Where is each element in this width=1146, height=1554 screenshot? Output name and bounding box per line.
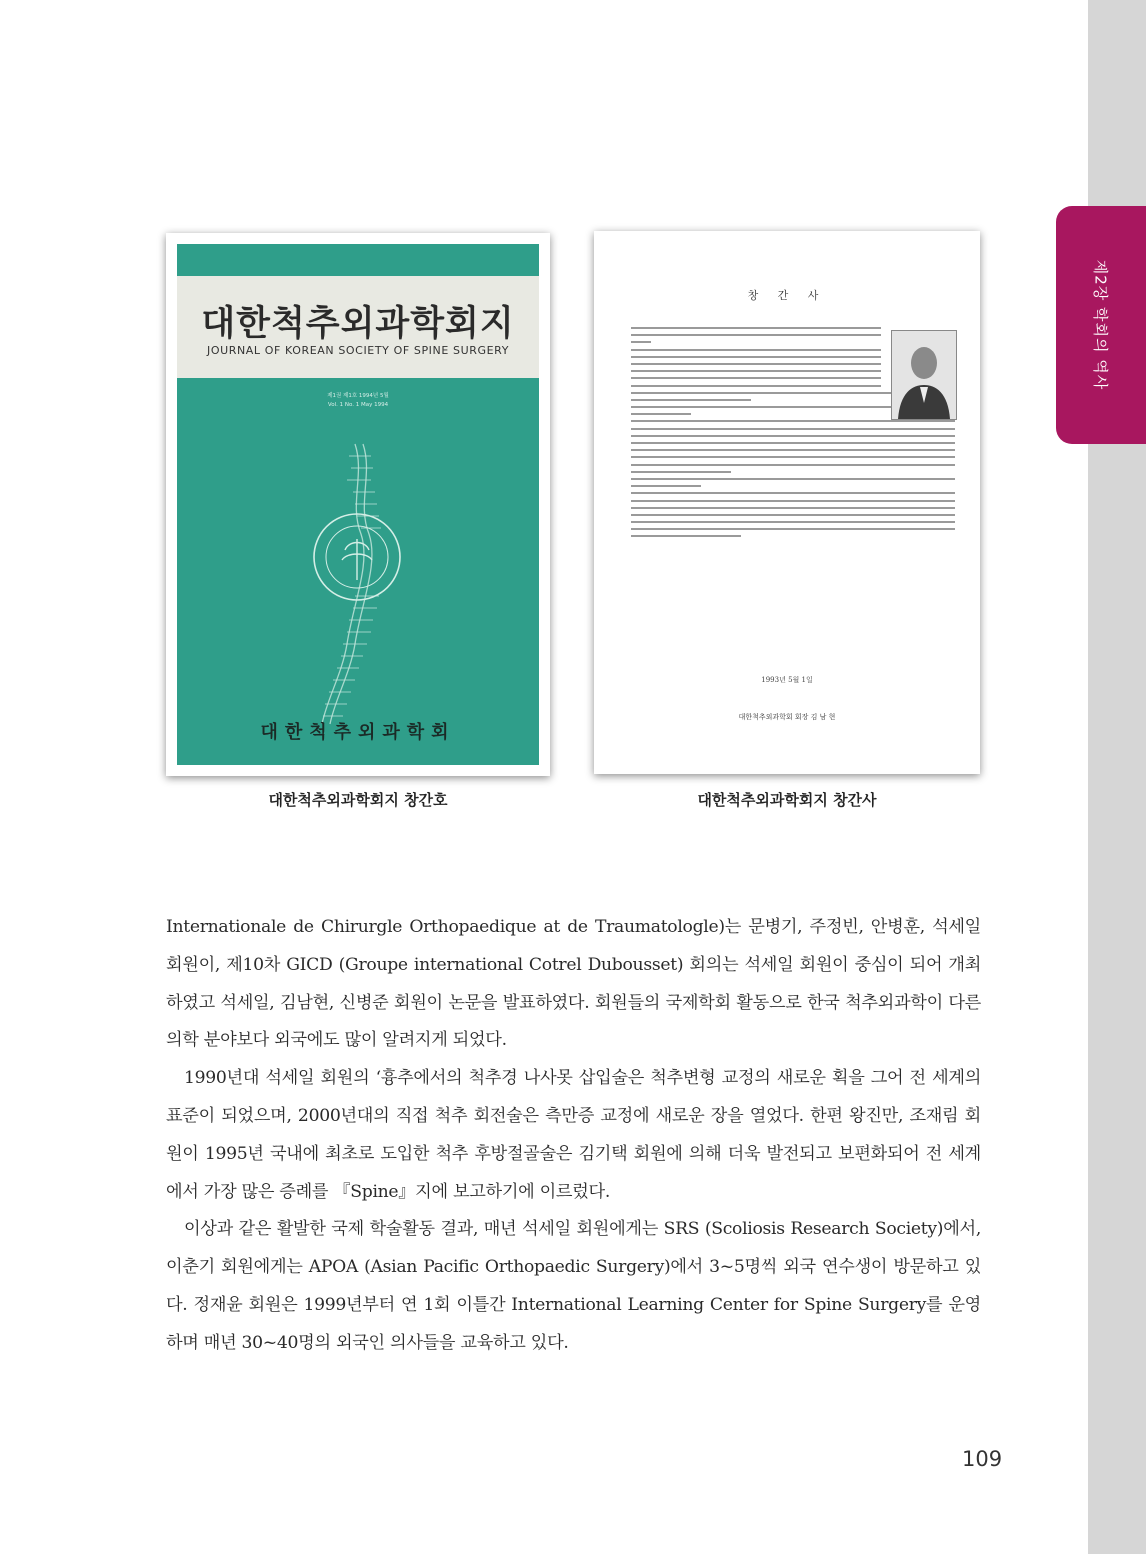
cover-title: 대한척추외과학회지 [201,304,515,344]
spine-illustration [177,244,539,765]
cover-volume-ko: 제1권 제1호 1994년 5월 [327,393,389,399]
body-text [166,909,981,1363]
body-paragraph: Internationale de Chirurgle Orthopaedique at de Traumatologle)는 문병기, 주정빈, 안병훈, 석세일 회원이, 제10차 GICD (Groupe international Cotrel Dubousset) 회의는 석세일 회원이 중심이 되어 개최하였고 석세일, 김남현, 신병준 회원이 논문을 발표하였다. 회원들의 국제학회 활동으로 한국 척추외과학이 다른 의학 분야보다 외국에도 많이 알려지게 되었다. [166,917,981,1051]
president-portrait [891,330,957,420]
cover-caption: 대한척추외과학회지 창간호 [268,791,448,809]
chapter-tab[interactable] [1056,206,1146,444]
preface-page [594,231,980,774]
cover-publisher: 대한척추외과학회 [260,722,456,743]
journal-cover-figure [166,233,550,776]
page-number: 109 [962,1447,1003,1471]
cover-volume-en: Vol. 1 No. 1 May 1994 [327,402,389,408]
preface-figure [594,231,980,774]
chapter-tab-label: 제2장 학회의 역사 [1091,259,1110,391]
preface-caption: 대한척추외과학회지 창간사 [697,791,877,809]
body-paragraph: 1990년대 석세일 회원의 ‘흉추에서의 척추경 나사못 삽입술은 척추변형 교정의 새로운 획을 그어 전 세계의 표준이 되었으며, 2000년대의 직접 척추 회전술은 측만증 교정에 새로운 장을 열었다. 한편 왕진만, 조재림 회원이 1995년 국내에 최초로 도입한 척추 후방절골술은 김기택 회원에 의해 더욱 발전되고 보편화되어 전 세계에서 가장 많은 증례를 『Spine』지에 보고하기에 이르렀다. [166,1068,981,1202]
preface-date: 1993년 5월 1일 [761,676,813,684]
preface-signature: 대한척추외과학회 회장 김 남 현 [738,713,836,721]
body-paragraph: 이상과 같은 활발한 국제 학술활동 결과, 매년 석세일 회원에게는 SRS (Scoliosis Research Society)에서, 이춘기 회원에게는 APOA (Asian Pacific Orthopaedic Surgery)에서 3~5명씩 외국 연수생이 방문하고 있다. 정재윤 회원은 1999년부터 연 1회 이틀간 International Learning Center for Spine Surgery를 운영하며 매년 30~40명의 외국인 의사들을 교육하고 있다. [166,1219,981,1353]
journal-cover [177,244,539,765]
cover-subtitle: JOURNAL OF KOREAN SOCIETY OF SPINE SURGERY [206,344,510,357]
preface-title: 창 간 사 [747,289,827,302]
